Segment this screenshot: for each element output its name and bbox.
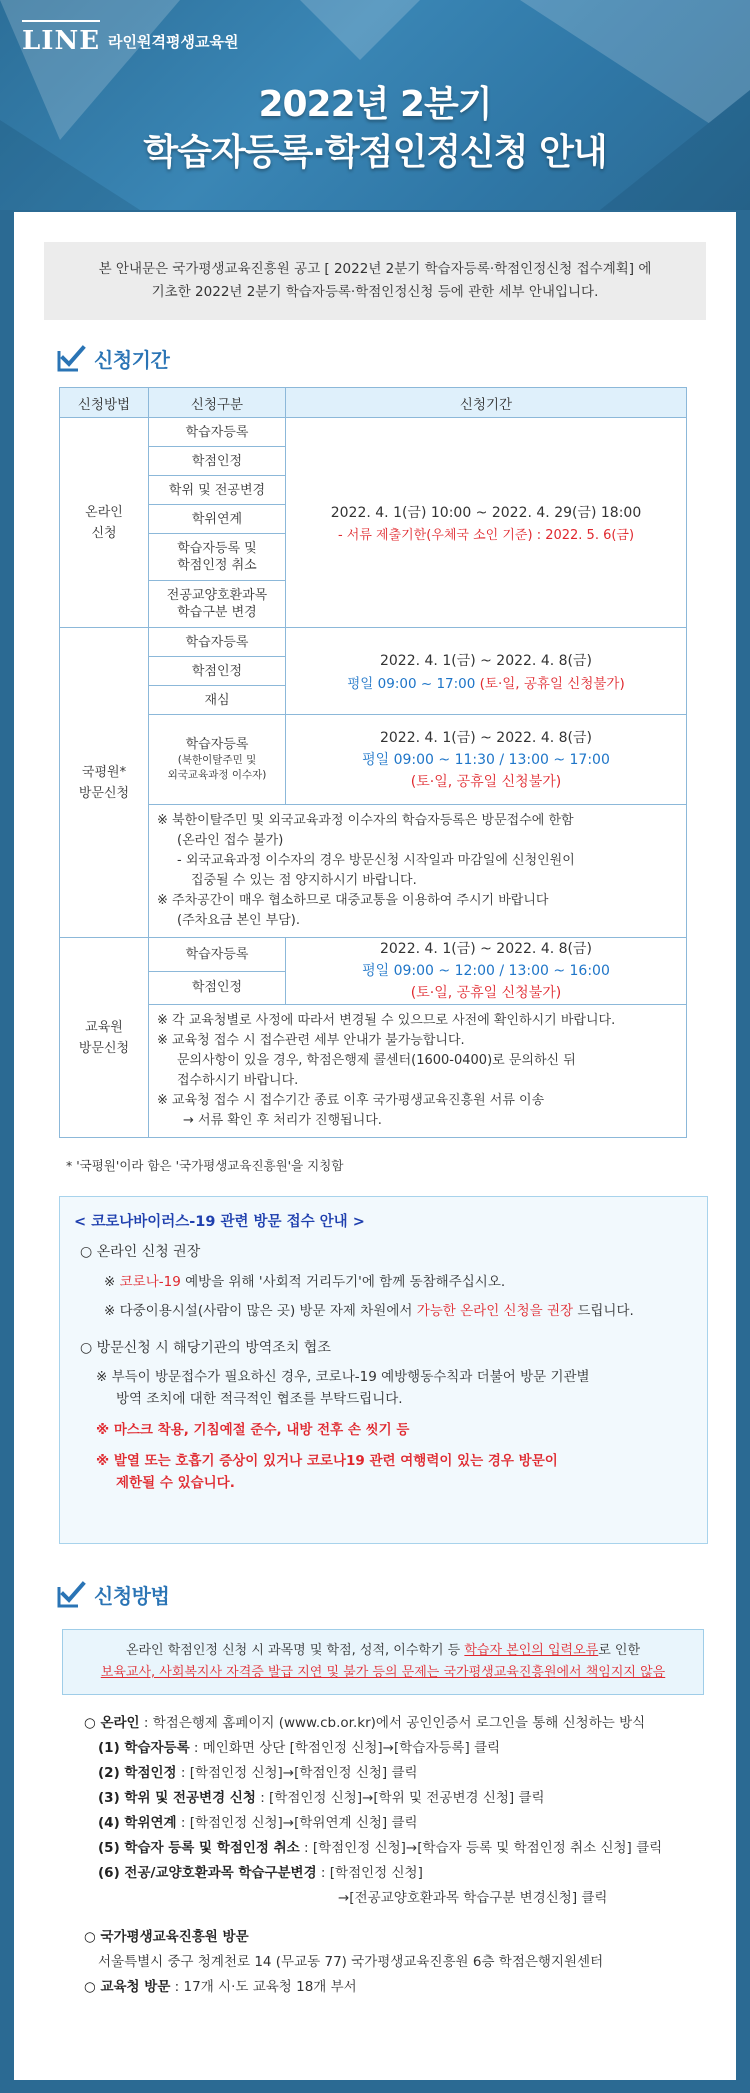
page-title-line2: 학습자등록·학점인정신청 안내 <box>143 132 607 173</box>
method-step: (1) 학습자등록 : 메인화면 상단 [학점인정 신청]→[학습자등록] 클릭 <box>98 1740 501 1756</box>
check-icon <box>56 345 86 373</box>
method-edu: 교육원 방문신청 <box>60 938 149 1138</box>
edu-holiday: (토·일, 공휴일 신청불가) <box>410 985 562 1001</box>
corona-notice-box <box>59 1196 708 1544</box>
edu-notes: ※ 각 교육청별로 사정에 따라서 변경될 수 있으므로 사전에 확인하시기 바랍니다. ※ 교육청 접수 시 접수관련 세부 안내가 불가능합니다. 문의사항이 있을 경우, 학점은행제 콜센터(1600-0400)로 문의하신 뒤 접수하시기 바랍니다. ※ 교육청 접수 시 접수기간 종료 이후 국가평생교육진흥원 서류 이송 → 서류 확인 후 처리가 진행됩니다. <box>149 1005 687 1138</box>
category-cell: 학위 및 전공변경 <box>149 476 286 505</box>
intro-line: 기초한 2022년 2분기 학습자등록·학점인정신청 등에 관한 세부 안내입니다. <box>151 284 599 300</box>
edu-hours: 평일 09:00 ~ 12:00 / 13:00 ~ 16:00 <box>362 963 610 979</box>
method-step: (4) 학위연계 : [학점인정 신청]→[학위연계 신청] 클릭 <box>98 1815 418 1831</box>
table-row <box>60 1005 687 1138</box>
intro-box <box>44 242 706 320</box>
method-visit: ○ 국가평생교육진흥원 방문 <box>84 1929 249 1945</box>
page-title-line1: 2022년 2분기 <box>258 84 492 125</box>
table-row <box>60 805 687 938</box>
online-date-note: - 서류 제출기한(우체국 소인 기준) : 2022. 5. 6(금) <box>337 528 635 543</box>
kpyeong-holiday-b: (토·일, 공휴일 신청불가) <box>410 773 562 790</box>
category-cell: 학습자등록 (북한이탈주민 및 외국교육과정 이수자) <box>149 715 286 805</box>
method-online: 온라인 신청 <box>60 418 149 628</box>
category-cell: 학습자등록 및 학점인정 취소 <box>149 534 286 581</box>
table-row <box>60 418 687 447</box>
method-step: (2) 학점인정 : [학점인정 신청]→[학점인정 신청] 클릭 <box>98 1765 418 1781</box>
method-step: (3) 학위 및 전공변경 신청 : [학점인정 신청]→[학위 및 전공변경 신청] 클릭 <box>98 1790 545 1806</box>
corona-item: ○ 온라인 신청 권장 <box>80 1244 201 1260</box>
warning-box <box>62 1629 704 1695</box>
warning-line: 보육교사, 사회복지사 자격증 발급 지연 및 불가 등의 문제는 국가평생교육진흥원에서 책임지지 않음 <box>100 1665 666 1680</box>
category-cell: 학점인정 <box>149 447 286 476</box>
table-row <box>60 715 687 805</box>
corona-subitem: ※ 마스크 착용, 기침예절 준수, 내방 전후 손 씻기 등 <box>96 1422 410 1438</box>
section-title: 신청기간 <box>94 348 170 372</box>
kpyeong-notes: ※ 북한이탈주민 및 외국교육과정 이수자의 학습자등록은 방문접수에 한함 (온라인 접수 불가) - 외국교육과정 이수자의 경우 방문신청 시작일과 마감일에 신청인원이 집중될 수 있는 점 양지하시기 바랍니다. ※ 주차공간이 매우 협소하므로 대중교통을 이용하여 주시기 바랍니다 (주차요금 본인 부담). <box>149 805 687 938</box>
kpyeong-date-a: 2022. 4. 1(금) ~ 2022. 4. 8(금) <box>379 653 592 669</box>
corona-item: ○ 방문신청 시 해당기관의 방역조치 협조 <box>80 1340 331 1356</box>
method-list <box>84 1711 736 2000</box>
category-cell: 학습자등록 <box>149 628 286 657</box>
method-step: (5) 학습자 등록 및 학점인정 취소 : [학점인정 신청]→[학습자 등록 및 학점인정 취소 신청] 클릭 <box>98 1840 663 1856</box>
online-period-cell <box>286 418 687 628</box>
table-row <box>60 938 687 972</box>
brand-logo: LINE <box>22 26 100 56</box>
check-icon <box>56 1581 86 1609</box>
corona-subitem: ※ 발열 또는 호흡기 증상이 있거나 코로나19 관련 여행력이 있는 경우 방문이 제한될 수 있습니다. <box>96 1453 558 1491</box>
corona-subitem: ※ 코로나-19 예방을 위해 '사회적 거리두기'에 함께 동참해주십시오. <box>104 1274 506 1290</box>
content-card <box>14 212 736 2080</box>
edu-period-cell <box>286 938 687 1005</box>
category-cell: 전공교양호환과목 학습구분 변경 <box>149 581 286 628</box>
category-cell: 재심 <box>149 686 286 715</box>
period-table <box>59 387 687 1138</box>
footnote: * '국평원'이라 함은 '국가평생교육진흥원'을 지칭함 <box>66 1158 344 1173</box>
section-header-period <box>56 344 736 373</box>
method-step-cont: →[전공교양호환과목 학습구분 변경신청] 클릭 <box>338 1890 608 1906</box>
table-row <box>60 628 687 657</box>
section-header-method <box>56 1580 736 1609</box>
brand[interactable] <box>22 26 238 56</box>
warning-line: 온라인 학점인정 신청 시 과목명 및 학점, 성적, 이수학기 등 학습자 본인의 입력오류로 인한 <box>125 1643 641 1658</box>
kpyeong-hours-b: 평일 09:00 ~ 11:30 / 13:00 ~ 17:00 <box>362 751 610 768</box>
edu-date: 2022. 4. 1(금) ~ 2022. 4. 8(금) <box>379 941 592 957</box>
brand-name: 라인원격평생교육원 <box>108 32 239 51</box>
kpyeong-date-b: 2022. 4. 1(금) ~ 2022. 4. 8(금) <box>379 729 592 746</box>
table-header: 신청구분 <box>149 388 286 418</box>
method-step: (6) 전공/교양호환과목 학습구분변경 : [학점인정 신청] <box>98 1865 423 1881</box>
method-online: ○ 온라인 : 학점은행제 홈페이지 (www.cb.or.kr)에서 공인인증서 로그인을 통해 신청하는 방식 <box>84 1715 646 1731</box>
category-cell: 학점인정 <box>149 657 286 686</box>
table-header: 신청방법 <box>60 388 149 418</box>
method-kpyeong: 국평원* 방문신청 <box>60 628 149 938</box>
kpyeong-period-cell-a <box>286 628 687 715</box>
corona-subitem: ※ 다중이용시설(사람이 많은 곳) 방문 자제 차원에서 가능한 온라인 신청을 권장 드립니다. <box>104 1303 634 1319</box>
kpyeong-period-cell-b <box>286 715 687 805</box>
table-header: 신청기간 <box>286 388 687 418</box>
category-cell: 학점인정 <box>149 971 286 1005</box>
category-cell: 학습자등록 <box>149 418 286 447</box>
corona-title: < 코로나바이러스-19 관련 방문 접수 안내 > <box>74 1214 365 1230</box>
corona-subitem: ※ 부득이 방문접수가 필요하신 경우, 코로나-19 예방행동수칙과 더불어 방문 기관별 방역 조치에 대한 적극적인 협조를 부탁드립니다. <box>96 1369 590 1407</box>
kpyeong-hours-a: 평일 09:00 ~ 17:00 (토·일, 공휴일 신청불가) <box>347 676 625 692</box>
online-date: 2022. 4. 1(금) 10:00 ~ 2022. 4. 29(금) 18:00 <box>330 505 642 521</box>
category-cell: 학습자등록 <box>149 938 286 972</box>
table-header-row <box>60 388 687 418</box>
method-office: ○ 교육청 방문 : 17개 시·도 교육청 18개 부서 <box>84 1979 357 1995</box>
intro-line: 본 안내문은 국가평생교육진흥원 공고 [ 2022년 2분기 학습자등록·학점인정신청 접수계획] 에 <box>98 261 652 277</box>
visit-address: 서울특별시 중구 청계천로 14 (무교동 77) 국가평생교육진흥원 6층 학점은행지원센터 <box>98 1954 604 1970</box>
section-title: 신청방법 <box>94 1584 170 1608</box>
header-banner <box>0 0 750 210</box>
category-cell: 학위연계 <box>149 505 286 534</box>
